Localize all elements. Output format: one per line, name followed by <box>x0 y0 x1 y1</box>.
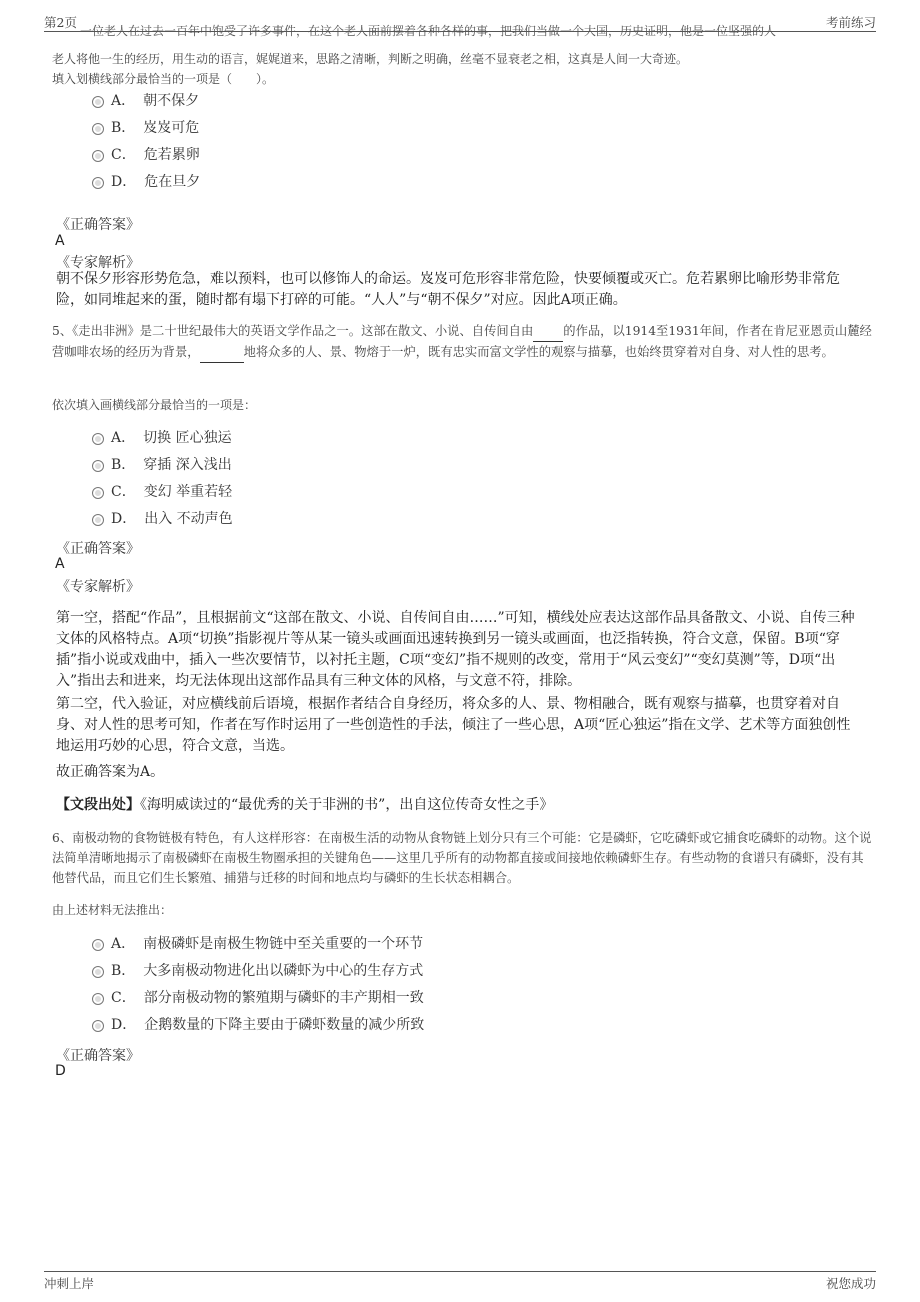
q4-option-a[interactable]: A． 朝不保夕 <box>92 91 199 111</box>
q4-option-c[interactable]: C． 危若累卵 <box>92 145 200 165</box>
q5-option-a[interactable]: A． 切换 匠心独运 <box>92 428 232 448</box>
q5-analysis-p1: 第一空，搭配“作品”，且根据前文“这部在散文、小说、自传间自由……”可知，横线处应表达这部作品具备散文、小说、自传三种文体的风格特点。A项“切换”指影视片等从某一镜头或画面迅速转换到另一镜头或画面，也泛指转换，符合文意，保留。B项“穿插”指小说或戏曲中，插入一些次要情节，以衬托主题，C项“变幻”指不规则的改变，常用于“风云变幻”“变幻莫测”等，D项“出入”指出去和进来，均无法体现出这部作品具有三种文体的风格，与文意不符，排除。 <box>56 610 855 689</box>
source-label: 【文段出处】 <box>56 797 140 813</box>
blank-2 <box>200 342 244 363</box>
q6-prompt: 由上述材料无法推出： <box>52 903 173 917</box>
q5-answer-label: 《正确答案》 <box>56 541 140 557</box>
radio-icon[interactable] <box>92 150 104 162</box>
footer-right: 祝您成功 <box>825 1276 876 1291</box>
q4-answer-label: 《正确答案》 <box>56 217 140 233</box>
q6-option-d[interactable]: D． 企鹅数量的下降主要由于磷虾数量的减少所致 <box>92 1015 424 1035</box>
header-title: 考前练习 <box>825 15 876 30</box>
q5-option-d[interactable]: D． 出入 不动声色 <box>92 509 233 529</box>
q4-option-b[interactable]: B． 岌岌可危 <box>92 118 199 138</box>
q5-conclusion: 故正确答案为A。 <box>56 764 165 780</box>
q5-answer: A <box>55 556 65 572</box>
q4-stem-end: 老人将他一生的经历，用生动的语言，娓娓道来，思路之清晰，判断之明确，丝毫不显衰老之相，这真是人间一大奇迹。 <box>52 52 689 66</box>
q6-answer-label: 《正确答案》 <box>56 1048 140 1064</box>
radio-icon[interactable] <box>92 939 104 951</box>
q6-answer: D <box>55 1063 66 1079</box>
radio-icon[interactable] <box>92 487 104 499</box>
radio-icon[interactable] <box>92 966 104 978</box>
q5-option-c[interactable]: C． 变幻 举重若轻 <box>92 482 232 502</box>
q4-answer: A <box>55 233 65 249</box>
radio-icon[interactable] <box>92 177 104 189</box>
clipped-line: 一位老人在过去一百年中饱受了许多事件，在这个老人面前摆着各种各样的事，把我们当做一个大国，历史证明，他是一位坚强的人 <box>80 24 777 38</box>
footer-left: 冲刺上岸 <box>44 1276 95 1291</box>
q5-analysis-label: 《专家解析》 <box>56 579 140 595</box>
radio-icon[interactable] <box>92 123 104 135</box>
page-footer <box>44 1271 876 1292</box>
source-text: 《海明威读过的“最优秀的关于非洲的书”，出自这位传奇女性之手》 <box>140 797 554 813</box>
q5-source <box>56 795 862 816</box>
q6-option-a[interactable]: A． 南极磷虾是南极生物链中至关重要的一个环节 <box>92 934 423 954</box>
q5-option-b[interactable]: B． 穿插 深入浅出 <box>92 455 232 475</box>
q6-option-b[interactable]: B． 大多南极动物进化出以磷虾为中心的生存方式 <box>92 961 423 981</box>
q4-prompt: 填入划横线部分最恰当的一项是（ ）。 <box>52 72 275 86</box>
q5-stem: 5、《走出非洲》是二十世纪最伟大的英语文学作品之一。这部在散文、小说、自传间自由 的作品，以1914至1931年间，作者在肯尼亚恩贡山麓经营咖啡农场的经历为背景， 地将众多的人、景、物熔于一炉，既有忠实而富文学性的观察与描摹，也始终贯穿着对自身、对人性的思考。 <box>52 321 872 363</box>
q5-analysis-p2: 第二空，代入验证，对应横线前后语境，根据作者结合自身经历，将众多的人、景、物相融合，既有观察与描摹，也贯穿着对自身、对人性的思考可知，作者在写作时运用了一些创造性的手法，倾注了一些心思，A项“匠心独运”指在文学、艺术等方面独创性地运用巧妙的心思，符合文意，当选。 <box>56 696 851 754</box>
page-number: 第2页 <box>44 15 77 30</box>
radio-icon[interactable] <box>92 1020 104 1032</box>
radio-icon[interactable] <box>92 96 104 108</box>
q6-option-c[interactable]: C． 部分南极动物的繁殖期与磷虾的丰产期相一致 <box>92 988 424 1008</box>
radio-icon[interactable] <box>92 460 104 472</box>
q6-stem: 6、南极动物的食物链极有特色，有人这样形容：在南极生活的动物从食物链上划分只有三个可能：它是磷虾，它吃磷虾或它捕食吃磷虾的动物。这个说法简单清晰地揭示了南极磷虾在南极生物圈承担的关键角色——这里几乎所有的动物都直接或间接地依赖磷虾生存。有些动物的食谱只有磷虾，没有其他替代品，而且它们生长繁殖、捕猎与迁移的时间和地点均与磷虾的生长状态相耦合。 <box>52 831 872 885</box>
q4-analysis-label: 《专家解析》 <box>56 255 140 271</box>
blank-1 <box>533 321 563 342</box>
q5-prompt: 依次填入画横线部分最恰当的一项是： <box>52 398 257 412</box>
q4-analysis: 朝不保夕形容形势危急，难以预料，也可以修饰人的命运。岌岌可危形容非常危险，快要倾覆或灭亡。危若累卵比喻形势非常危险，如同堆起来的蛋，随时都有塌下打碎的可能。“人人”与“朝不保夕”对应。因此A项正确。 <box>56 271 840 308</box>
q4-option-d[interactable]: D． 危在旦夕 <box>92 172 200 192</box>
radio-icon[interactable] <box>92 993 104 1005</box>
radio-icon[interactable] <box>92 514 104 526</box>
radio-icon[interactable] <box>92 433 104 445</box>
